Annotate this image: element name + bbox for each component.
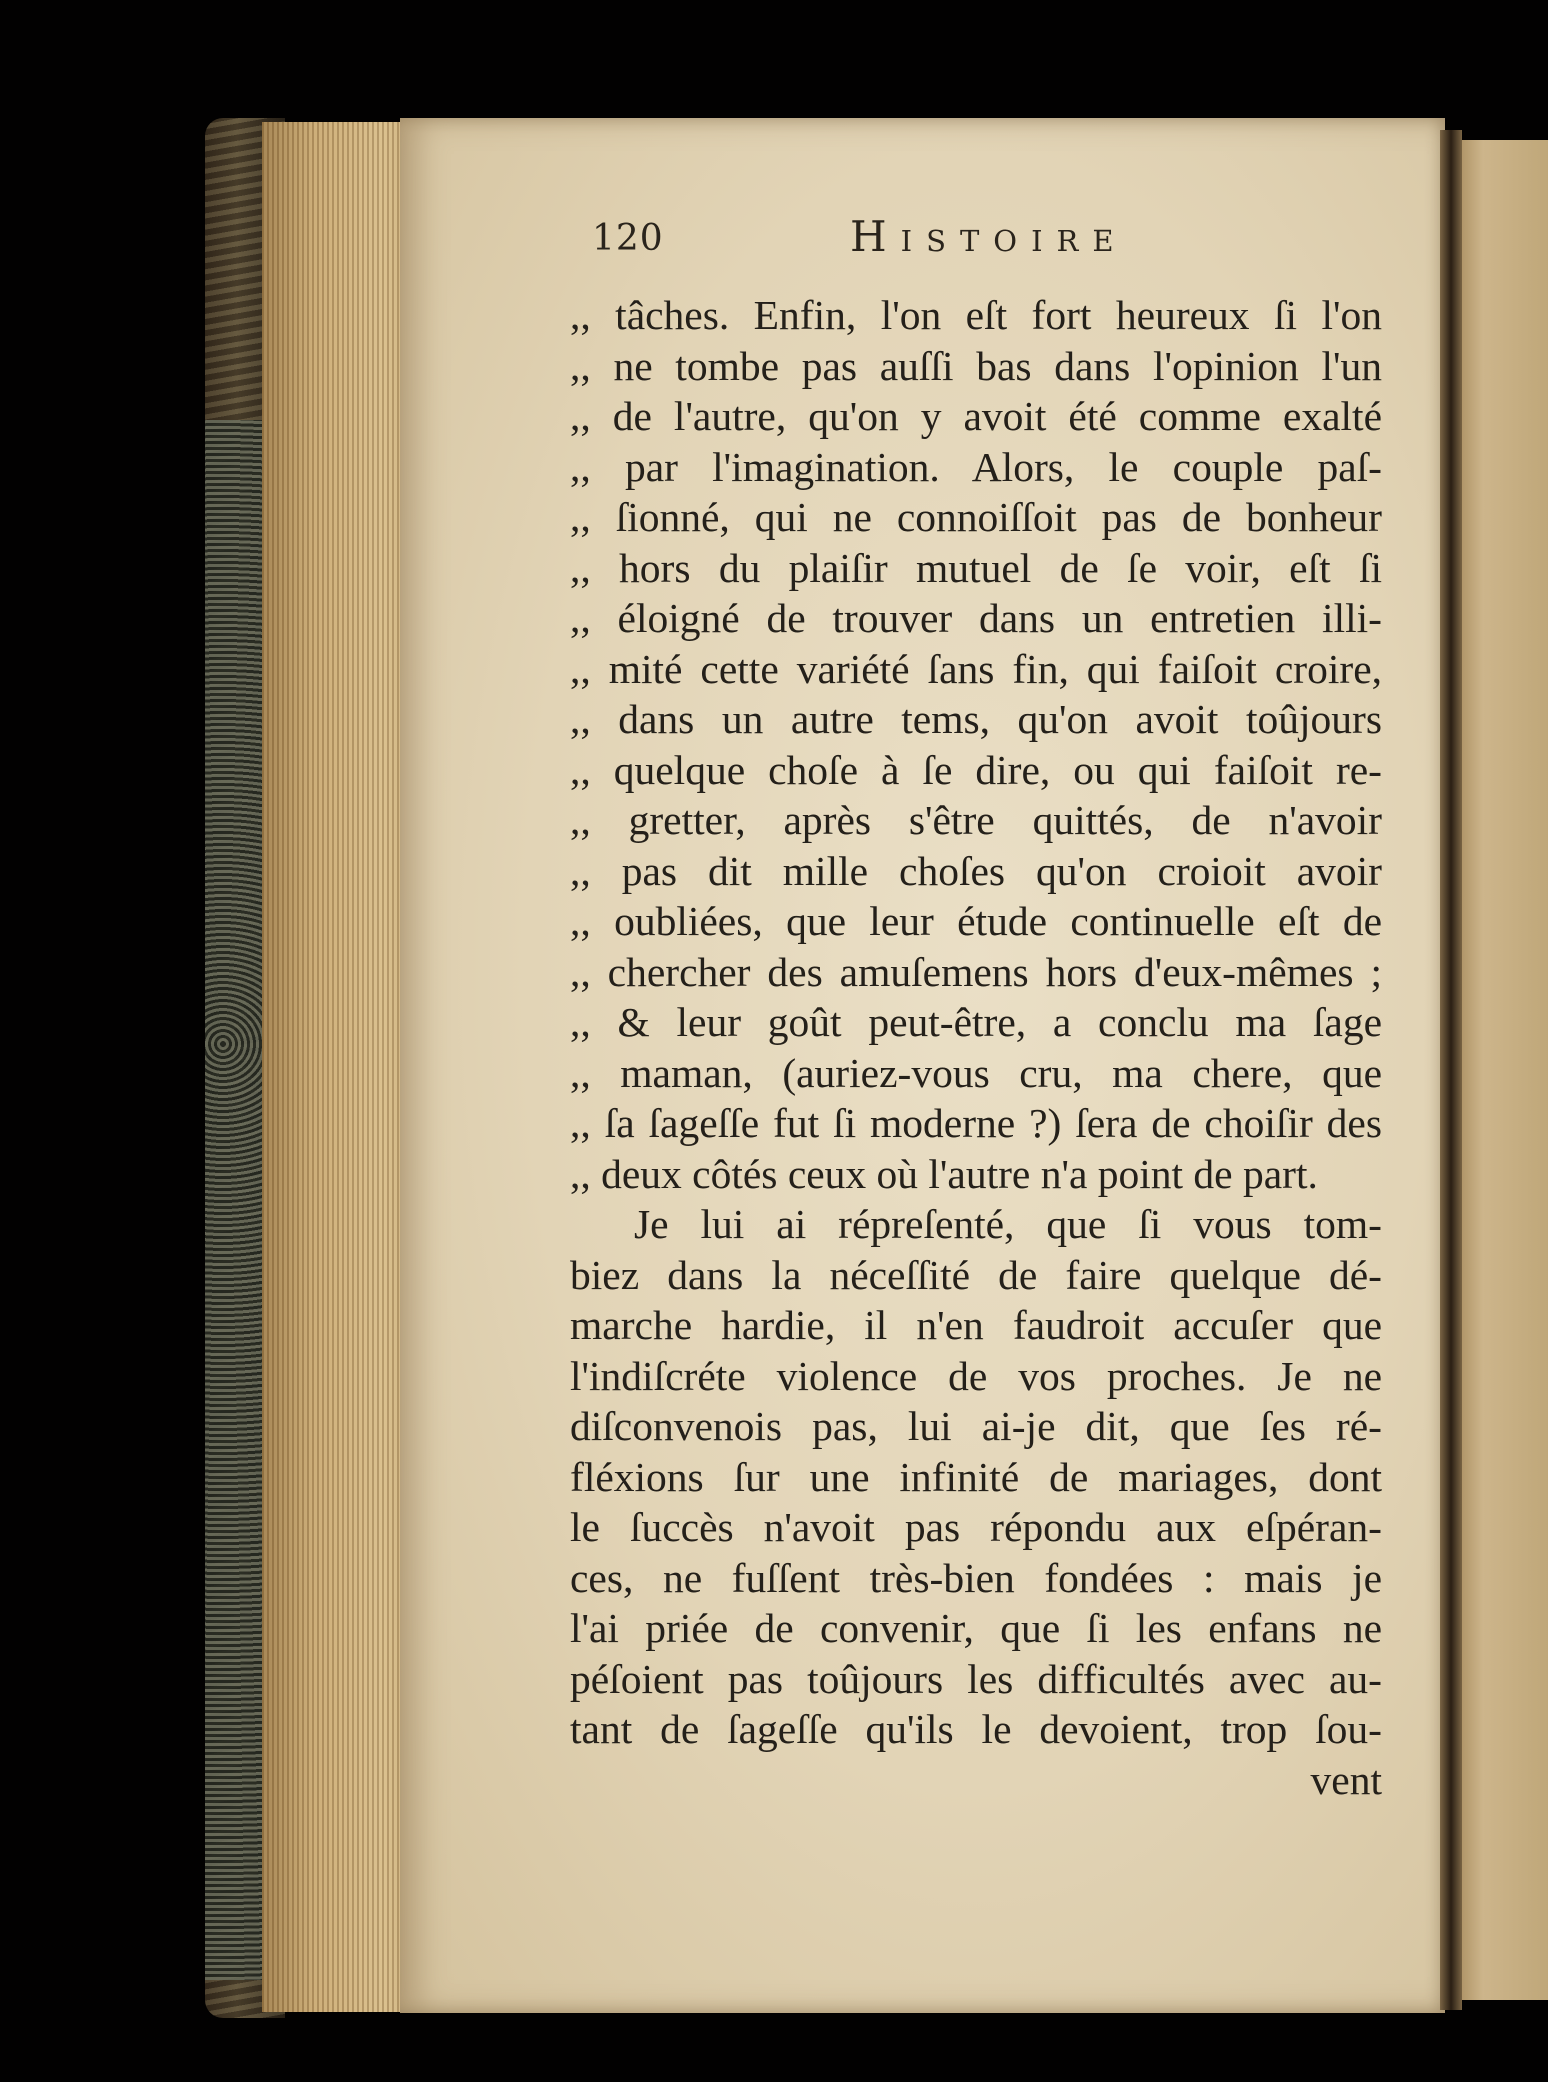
text-line: ,, par l'imagination. Alors, le couple paſ- — [570, 443, 1382, 490]
text-line: ,, ſa ſageſſe fut ſi moderne ?) ſera de choiſir des — [570, 1100, 1382, 1146]
text-line: ces, ne fuſſent très-bien fondées : mais je — [570, 1554, 1382, 1601]
text-line: l'ai priée de convenir, que ſi les enfans ne — [570, 1605, 1382, 1651]
text-line: ,, & leur goût peut-être, a conclu ma ſage — [570, 999, 1382, 1045]
text-line: tant de ſageſſe qu'ils le devoient, trop ſou- — [570, 1706, 1382, 1752]
text-line: fléxions ſur une infinité de mariages, dont — [570, 1453, 1382, 1500]
text-line: le ſuccès n'avoit pas répondu aux eſpéran- — [570, 1504, 1382, 1550]
text-line: ,, mité cette variété ſans fin, qui faiſoit croire, — [570, 645, 1382, 692]
text-line: ,, pas dit mille choſes qu'on croioit avoir — [570, 847, 1382, 894]
text-line: ,, ne tombe pas auſſi bas dans l'opinion l'un — [570, 342, 1382, 389]
page-number: 120 — [592, 218, 664, 259]
text-line: péſoient pas toûjours les difficultés avec au- — [570, 1655, 1382, 1702]
text-line: ,, deux côtés ceux où l'autre n'a point de part. — [570, 1150, 1318, 1197]
paragraph-start-line: Je lui ai répreſenté, que ſi vous tom- — [634, 1201, 1382, 1247]
page-stack-edge — [262, 122, 412, 2012]
text-line: ,, gretter, après s'être quittés, de n'avoir — [570, 797, 1382, 843]
text-line: ,, maman, (auriez-vous cru, ma chere, que — [570, 1049, 1382, 1096]
text-line: l'indiſcréte violence de vos proches. Je ne — [570, 1352, 1382, 1399]
book-gutter — [1440, 130, 1462, 2010]
text-line: biez dans la néceſſité de faire quelque dé- — [570, 1251, 1382, 1298]
text-line: ,, de l'autre, qu'on y avoit été comme exalté — [570, 393, 1382, 439]
text-line: ,, tâches. Enfin, l'on eſt fort heureux ſi l'on — [570, 292, 1382, 338]
text-line: ,, chercher des amuſemens hors d'eux-mêmes ; — [570, 948, 1382, 995]
text-line: diſconvenois pas, lui ai-je dit, que ſes ré- — [570, 1403, 1382, 1449]
catchword: vent — [1310, 1756, 1382, 1803]
text-line: ,, dans un autre tems, qu'on avoit toûjours — [570, 696, 1382, 742]
body-text — [570, 290, 1382, 1805]
marbled-cover — [205, 420, 265, 1980]
text-line: ,, quelque choſe à ſe dire, ou qui faiſoit re- — [570, 746, 1382, 793]
facing-page-edge — [1455, 140, 1548, 2000]
text-line: ,, éloigné de trouver dans un entretien illi- — [570, 595, 1382, 641]
running-head — [592, 212, 1292, 268]
text-line: ,, hors du plaiſir mutuel de ſe voir, eſt ſi — [570, 544, 1382, 591]
running-title: Histoire — [850, 212, 1128, 261]
text-line: ,, oubliées, que leur étude continuelle eſt de — [570, 898, 1382, 944]
text-line: marche hardie, il n'en faudroit accuſer que — [570, 1302, 1382, 1348]
text-line: ,, ſionné, qui ne connoiſſoit pas de bonheur — [570, 494, 1382, 540]
